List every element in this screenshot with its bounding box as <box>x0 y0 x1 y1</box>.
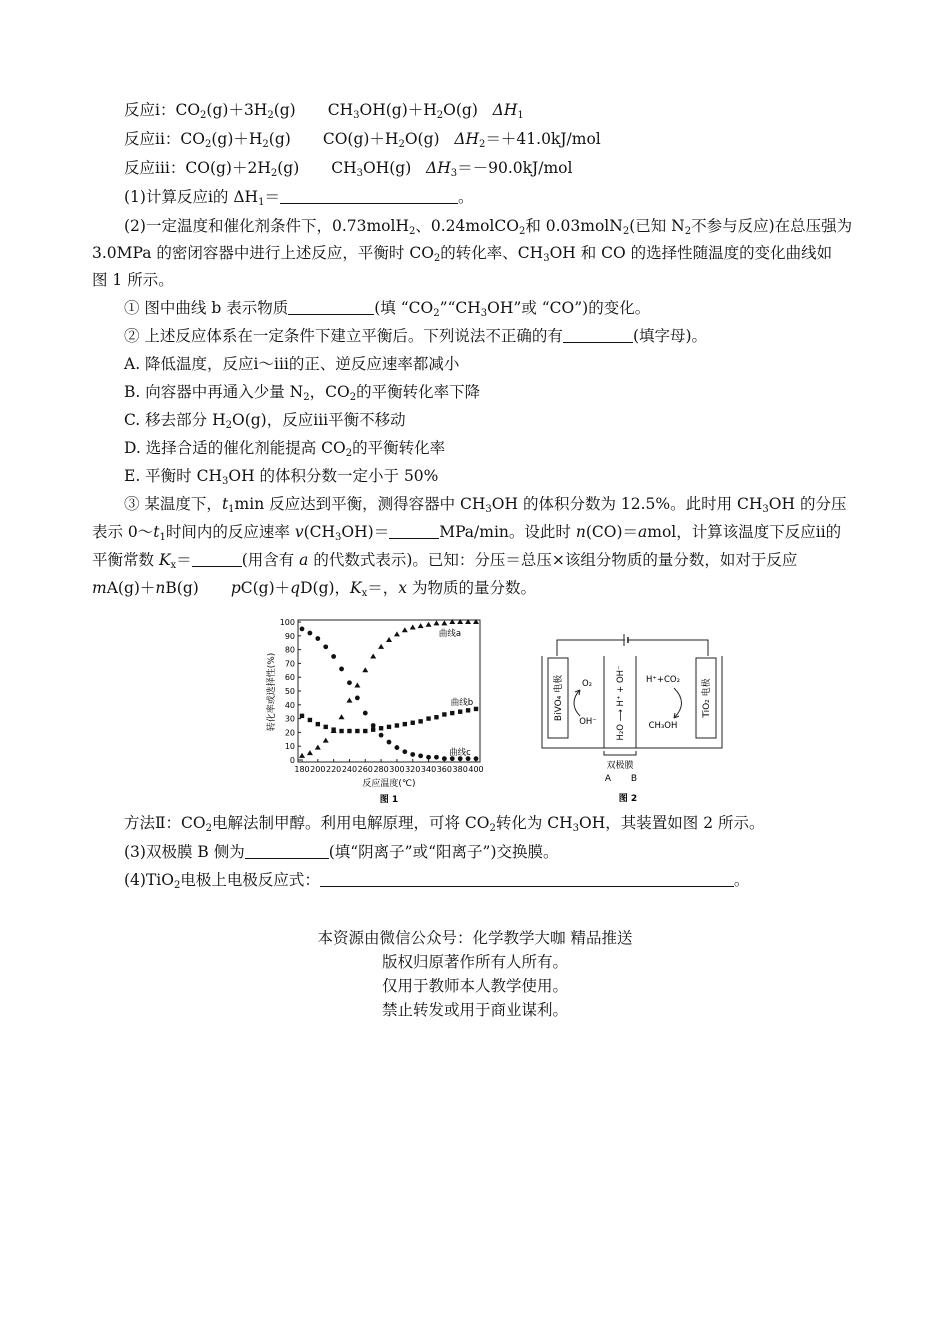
point-曲线a <box>386 637 392 642</box>
x-tick-label: 340 <box>420 765 437 774</box>
point-曲线b <box>442 712 446 716</box>
option-c: C. 移去部分 $H_2O(g)$，反应ⅲ平衡不移动 <box>124 411 406 431</box>
point-曲线a <box>362 667 368 672</box>
x-tick-label: 300 <box>389 765 405 774</box>
point-曲线a <box>394 631 400 636</box>
x-tick-label: 360 <box>436 765 453 774</box>
y-tick-label: 50 <box>284 687 295 696</box>
question-2-3-line3: 平衡常数 $K_x=$ (用含有 a 的代数式表示)。已知：分压＝总压×该组分物质的量分数，如对于反应 <box>92 551 798 571</box>
point-曲线b <box>434 715 438 719</box>
point-曲线c <box>418 753 423 758</box>
point-曲线a <box>299 753 305 758</box>
footer-line-4: 禁止转发或用于商业谋利。 <box>381 1001 568 1019</box>
point-曲线a <box>418 623 424 628</box>
x-tick-label: 240 <box>341 765 358 774</box>
answer-blank-2-1[interactable] <box>288 300 374 315</box>
x-axis-label: 反应温度(℃) <box>362 779 416 789</box>
point-曲线b <box>450 711 454 715</box>
point-曲线a <box>346 698 352 703</box>
x-tick-label: 380 <box>452 765 468 774</box>
y-tick-label: 10 <box>284 742 295 752</box>
point-曲线a <box>323 738 329 743</box>
point-曲线c <box>434 755 439 760</box>
point-曲线b <box>474 707 478 711</box>
point-曲线c <box>387 740 392 745</box>
point-曲线a <box>315 745 321 750</box>
y-tick-label: 30 <box>284 714 295 724</box>
footer-line-1: 本资源由微信公众号：化学教学大咖 精品推送 <box>317 929 633 947</box>
question-2-2: ② 上述反应体系在一定条件下建立平衡后。下列说法不正确的有 (填字母)。 <box>124 327 708 345</box>
point-曲线c <box>395 745 400 750</box>
electrolytic-cell <box>542 656 722 748</box>
point-曲线c <box>426 755 431 760</box>
y-tick-label: 40 <box>284 700 295 710</box>
answer-blank-3[interactable] <box>245 844 329 859</box>
membrane-reaction: H₂O ⟶ H⁺ + OH⁻ <box>616 665 626 741</box>
point-曲线a <box>433 620 439 625</box>
reaction-1: 反应ⅰ：$CO_2(g)+3H_2(g)$ $CH_3OH(g)+H_2O(g)$ $\Delta H_1$ <box>124 101 524 121</box>
point-曲线b <box>300 714 304 718</box>
point-曲线b <box>347 729 351 733</box>
o2-label: O₂ <box>581 679 593 689</box>
answer-blank-4[interactable] <box>320 872 734 887</box>
figure-1-caption: 图 1 <box>379 795 399 805</box>
figure-2-diagram <box>530 628 738 808</box>
bivo4-electrode-label: BiVO₄ 电极 <box>554 674 564 722</box>
answer-blank-kx[interactable] <box>192 552 242 567</box>
point-曲线b <box>418 719 422 723</box>
reaction-2: 反应ⅱ：$CO_2(g)+H_2(g)$ $CO(g)+H_2O(g)$ $\Delta H_2=+41.0kJ$/mol <box>124 130 601 150</box>
figure-2-caption: 图 2 <box>618 794 638 804</box>
circuit-wire <box>557 640 708 656</box>
oh-label: OH⁻ <box>579 717 597 727</box>
y-tick-label: 80 <box>284 645 295 655</box>
y-tick-label: 20 <box>284 728 295 738</box>
x-tick-label: 280 <box>373 765 389 774</box>
tio2-electrode-label: TiO₂ 电极 <box>702 678 712 718</box>
y-tick-label: 100 <box>279 618 295 627</box>
answer-blank-1[interactable] <box>280 189 458 204</box>
option-b: B. 向容器中再通入少量 $N_2$，$CO_2$的平衡转化率下降 <box>124 383 481 403</box>
point-曲线c <box>355 696 360 701</box>
x-tick-label: 260 <box>357 765 373 774</box>
question-4: (4)TiO$_2$电极上电极反应式： 。 <box>124 871 750 891</box>
membrane-bracket <box>604 751 636 755</box>
point-曲线b <box>316 722 320 726</box>
side-a-label: A <box>604 774 612 784</box>
question-3: (3)双极膜 B 侧为 (填“阴离子”或“阳离子”)交换膜。 <box>124 843 559 861</box>
point-曲线b <box>379 726 383 730</box>
footer-line-2: 版权归原著作所有人所有。 <box>381 953 568 971</box>
y-tick-label: 90 <box>284 631 295 641</box>
point-曲线b <box>458 710 462 714</box>
y-tick-label: 60 <box>284 673 295 683</box>
point-曲线c <box>347 680 352 685</box>
point-曲线b <box>387 725 391 729</box>
answer-blank-rate[interactable] <box>389 524 439 539</box>
point-曲线c <box>442 756 447 761</box>
h-co2-label: H⁺+CO₂ <box>645 675 681 685</box>
point-曲线b <box>371 727 375 731</box>
point-曲线b <box>363 729 367 733</box>
point-曲线c <box>474 756 479 761</box>
question-2-3-line1: ③ 某温度下，$t_1\min$ 反应达到平衡，测得容器中 $CH_3OH$ 的体积分数为 12.5%。此时用 $CH_3OH$ 的分压 <box>124 495 847 515</box>
x-tick-label: 220 <box>325 765 342 774</box>
point-曲线b <box>324 725 328 729</box>
option-d: D. 选择合适的催化剂能提高 $CO_2$的平衡转化率 <box>124 439 446 459</box>
point-曲线a <box>426 622 432 627</box>
question-2-line1: (2)一定温度和催化剂条件下，0.73molH$_2$、0.24molCO$_2$和 0.03molN$_2$(已知 $N_2$不参与反应)在总压强为 <box>124 217 853 237</box>
point-曲线c <box>308 631 313 636</box>
x-tick-label: 400 <box>468 765 484 774</box>
question-2-line3: 图 1 所示。 <box>92 271 174 289</box>
point-曲线b <box>403 722 407 726</box>
point-曲线a <box>378 644 384 649</box>
point-曲线b <box>411 721 415 725</box>
point-曲线c <box>300 627 305 632</box>
point-曲线a <box>441 620 447 625</box>
side-b-label: B <box>630 774 638 784</box>
point-曲线b <box>308 718 312 722</box>
point-曲线b <box>426 716 430 720</box>
option-a: A. 降低温度，反应ⅰ～ⅲ的正、逆反应速率都减小 <box>124 355 460 373</box>
point-曲线a <box>354 682 360 687</box>
point-曲线a <box>307 750 313 755</box>
option-e: E. 平衡时 $CH_3OH$ 的体积分数一定小于 50% <box>124 467 439 487</box>
point-曲线c <box>323 644 328 649</box>
ch3oh-label: CH₃OH <box>648 721 678 731</box>
y-tick-label: 70 <box>284 659 295 669</box>
question-2-line2: 3.0MPa 的密闭容器中进行上述反应，平衡时 $CO_2$的转化率、$CH_3OH$ 和 CO 的选择性随温度的变化曲线如 <box>92 244 833 264</box>
point-曲线a <box>339 714 345 719</box>
point-曲线a <box>410 625 416 630</box>
question-2-3-line2: 表示 $0\sim t_1$时间内的反应速率 $v(CH_3OH)= MPa/\min$。设此时 n(CO)＝amol，计算该温度下反应ⅱ的 <box>92 523 842 543</box>
point-曲线b <box>466 708 470 712</box>
point-曲线b <box>331 727 335 731</box>
question-2-1: ① 图中曲线 b 表示物质 (填 “$CO_2”“CH_3OH$”或 “CO”)的变化。 <box>124 299 651 319</box>
figure-1-chart <box>262 612 498 808</box>
curve-a-label: 曲线a <box>438 629 462 639</box>
point-曲线b <box>355 729 359 733</box>
point-曲线c <box>410 752 415 757</box>
point-曲线a <box>370 654 376 659</box>
question-2-3-line4: mA(g)＋nB(g) pC(g)＋qD(g)，$K_x=$，x 为物质的量分数。 <box>92 579 536 599</box>
point-曲线c <box>315 636 320 641</box>
answer-blank-2-2[interactable] <box>563 328 633 343</box>
footer-line-3: 仅用于教师本人教学使用。 <box>381 977 568 995</box>
point-曲线c <box>371 723 376 728</box>
curve-b-label: 曲线b <box>450 698 474 708</box>
y-axis-label: 转化率或选择性(%) <box>267 652 277 732</box>
point-曲线c <box>363 711 368 716</box>
x-tick-label: 200 <box>310 765 326 774</box>
point-曲线a <box>402 627 408 632</box>
y-tick-label: 0 <box>289 756 295 765</box>
point-曲线b <box>395 723 399 727</box>
point-曲线c <box>331 654 336 659</box>
x-tick-label: 180 <box>294 765 310 774</box>
point-曲线c <box>339 667 344 672</box>
question-1: (1)计算反应ⅰ的 $\Delta H_1=$ 。 <box>124 188 474 208</box>
method-2: 方法Ⅱ：$CO_2$电解法制甲醇。利用电解原理，可将 $CO_2$转化为 $CH_3OH$，其装置如图 2 所示。 <box>124 814 765 834</box>
membrane-label: 双极膜 <box>606 761 634 771</box>
point-曲线c <box>379 733 384 738</box>
x-tick-label: 320 <box>405 765 421 774</box>
reaction-3: 反应ⅲ：$CO(g)+2H_2(g)$ $CH_3OH(g)$ $\Delta H_3=-90.0kJ$/mol <box>124 159 573 179</box>
point-曲线c <box>402 749 407 754</box>
point-曲线b <box>339 729 343 733</box>
curve-c-label: 曲线c <box>449 748 471 758</box>
